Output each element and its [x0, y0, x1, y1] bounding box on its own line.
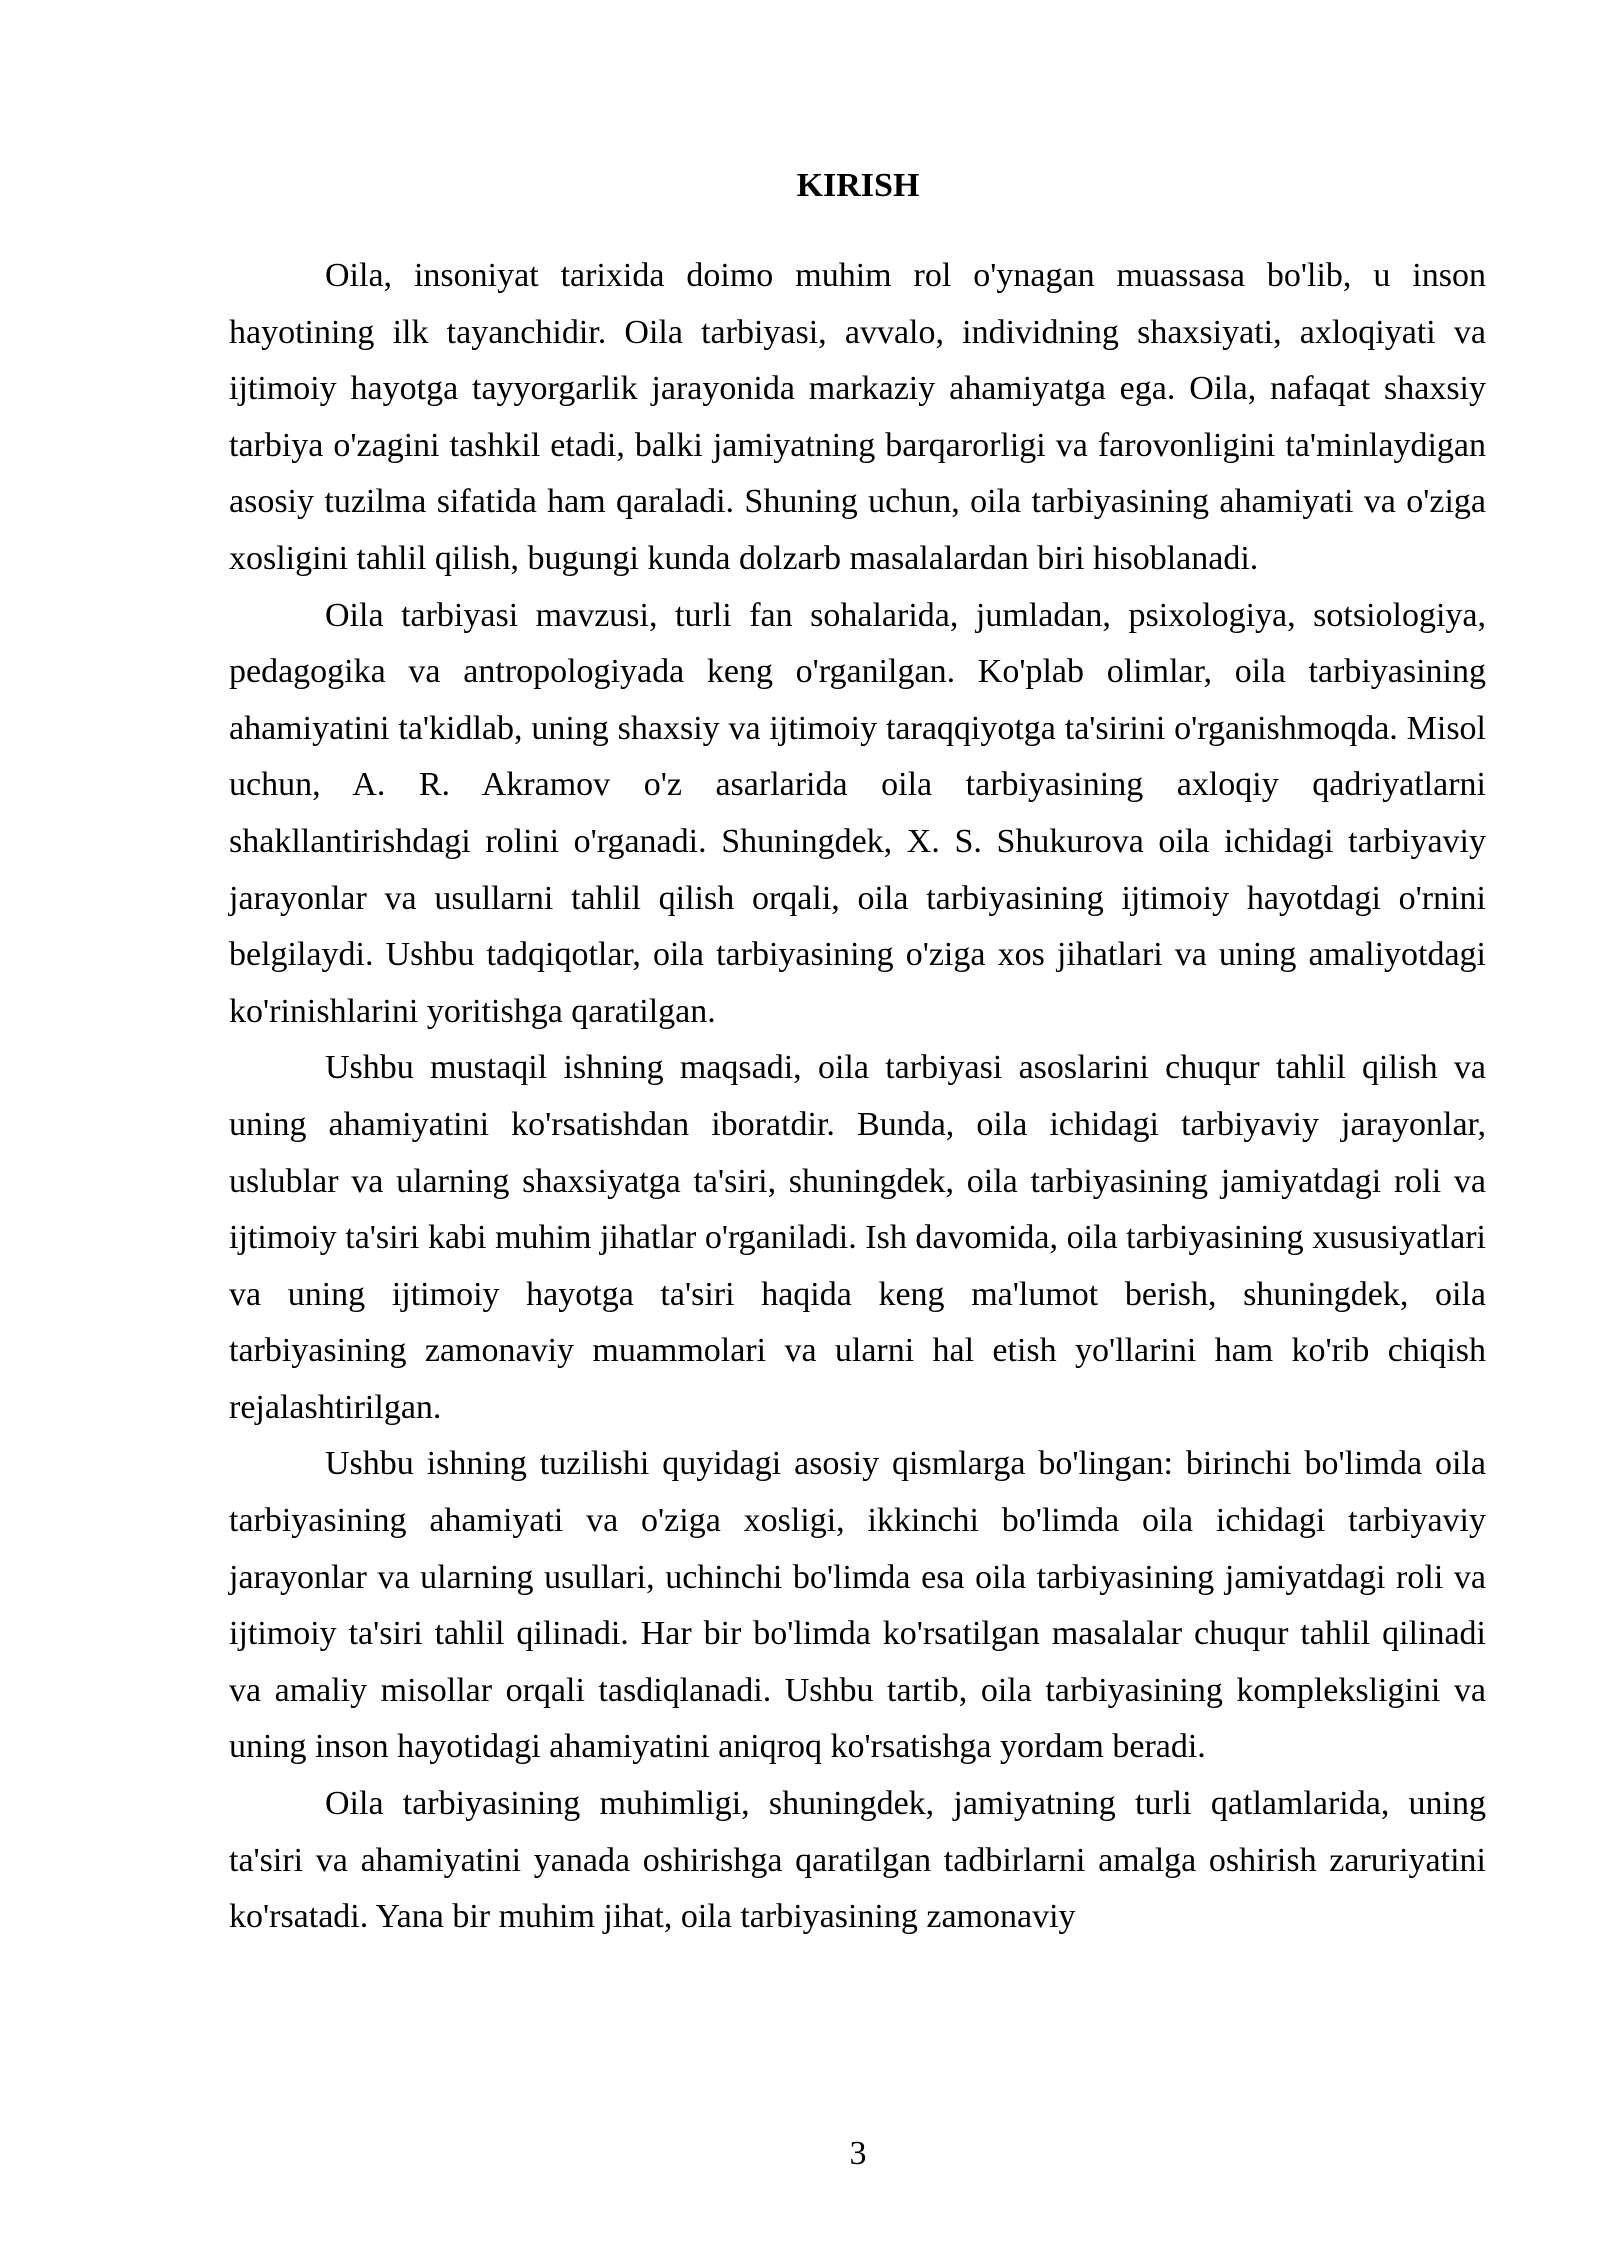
paragraph: Oila tarbiyasining muhimligi, shuningdek, jamiyatning turli qatlamlarida, uning ta'siri va ahamiyatini yanada oshirishga qaratilgan tadbirlarni amalga oshirish zaruriyatini ko'rsatadi. Yana bir muhim jihat, oila tarbiyasining zamonaviy [229, 1785, 1486, 1936]
body-text [229, 248, 1486, 1946]
paragraph: Oila tarbiyasi mavzusi, turli fan sohalarida, jumladan, psixologiya, sotsiologiya, pedagogika va antropologiyada keng o'rganilgan. Ko'plab olimlar, oila tarbiyasining ahamiyatini ta'kidlab, uning shaxsiy va ijtimoiy taraqqiyotga ta'sirini o'rganishmoqda. Misol uchun, A. R. Akramov o'z asarlarida oila tarbiyasining axloqiy qadriyatlarni shakllantirishdagi rolini o'rganadi. Shuningdek, X. S. Shukurova oila ichidagi tarbiyaviy jarayonlar va usullarni tahlil qilish orqali, oila tarbiyasining ijtimoiy hayotdagi o'rnini belgilaydi. Ushbu tadqiqotlar, oila tarbiyasining o'ziga xos jihatlari va uning amaliyotdagi ko'rinishlarini yoritishga qaratilgan. [229, 596, 1486, 1030]
page-heading: KIRISH [796, 167, 920, 204]
paragraph: Oila, insoniyat tarixida doimo muhim rol o'ynagan muassasa bo'lib, u inson hayotining ilk tayanchidir. Oila tarbiyasi, avvalo, individning shaxsiyati, axloqiyati va ijtimoiy hayotga tayyorgarlik jarayonida markaziy ahamiyatga ega. Oila, nafaqat shaxsiy tarbiya o'zagini tashkil etadi, balki jamiyatning barqarorligi va farovonligini ta'minlaydigan asosiy tuzilma sifatida ham qaraladi. Shuning uchun, oila tarbiyasining ahamiyati va o'ziga xosligini tahlil qilish, bugungi kunda dolzarb masalalardan biri hisoblanadi. [229, 257, 1486, 577]
page-number: 3 [849, 2135, 867, 2172]
paragraph: Ushbu ishning tuzilishi quyidagi asosiy qismlarga bo'lingan: birinchi bo'limda oila tarbiyasining ahamiyati va o'ziga xosligi, ikkinchi bo'limda oila ichidagi tarbiyaviy jarayonlar va ularning usullari, uchinchi bo'limda esa oila tarbiyasining jamiyatdagi roli va ijtimoiy ta'siri tahlil qilinadi. Har bir bo'limda ko'rsatilgan masalalar chuqur tahlil qilinadi va amaliy misollar orqali tasdiqlanadi. Ushbu tartib, oila tarbiyasining kompleksligini va uning inson hayotidagi ahamiyatini aniqroq ko'rsatishga yordam beradi. [229, 1445, 1486, 1766]
paragraph: Ushbu mustaqil ishning maqsadi, oila tarbiyasi asoslarini chuqur tahlil qilish va uning ahamiyatini ko'rsatishdan iboratdir. Bunda, oila ichidagi tarbiyaviy jarayonlar, uslublar va ularning shaxsiyatga ta'siri, shuningdek, oila tarbiyasining jamiyatdagi roli va ijtimoiy ta'siri kabi muhim jihatlar o'rganiladi. Ish davomida, oila tarbiyasining xususiyatlari va uning ijtimoiy hayotga ta'siri haqida keng ma'lumot berish, shuningdek, oila tarbiyasining zamonaviy muammolari va ularni hal etish yo'llarini ham ko'rib chiqish rejalashtirilgan. [229, 1049, 1486, 1426]
